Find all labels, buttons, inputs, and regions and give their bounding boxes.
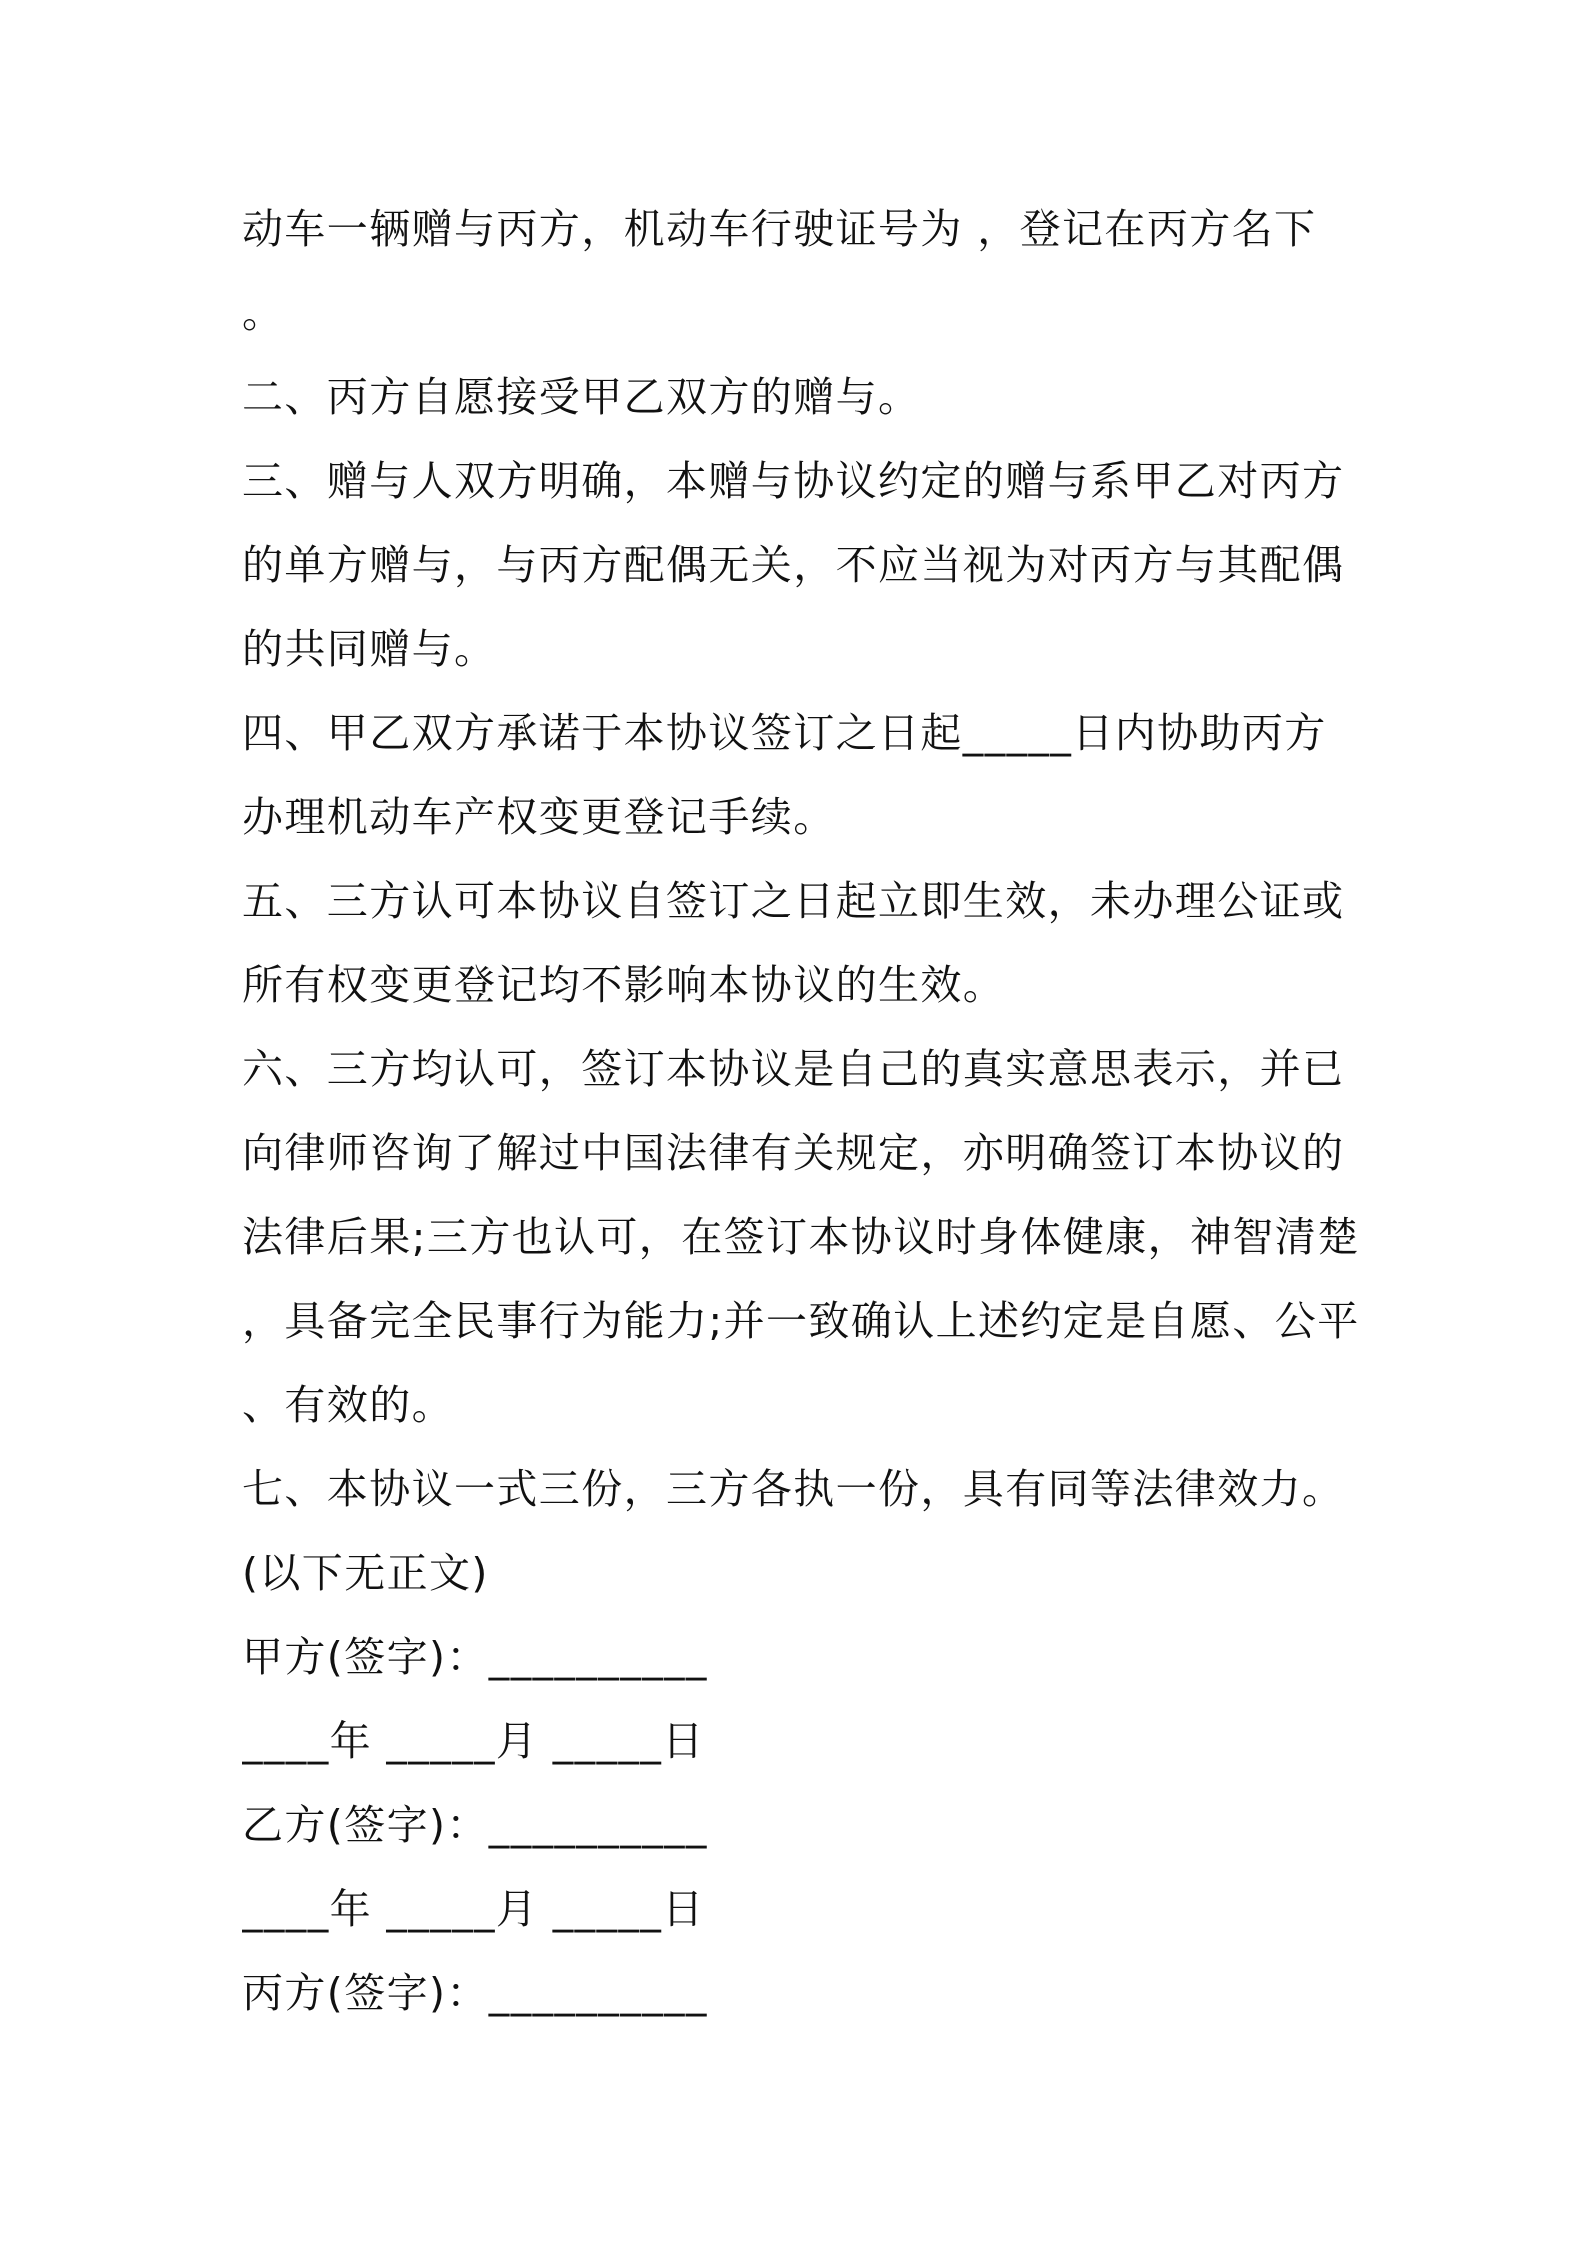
text-line-vehicle-gift: 动车一辆赠与丙方，机动车行驶证号为 ，登记在丙方名下 [242,205,1317,253]
clause-5-line-1: 五、三方认可本协议自签订之日起立即生效，未办理公证或 [242,877,1345,925]
clause-6-line-1: 六、三方均认可，签订本协议是自己的真实意思表示，并已 [242,1045,1345,1093]
clause-6-line-3: 法律后果;三方也认可，在签订本协议时身体健康，神智清楚 [242,1213,1360,1261]
clause-5-line-2: 所有权变更登记均不影响本协议的生效。 [242,961,1006,1009]
party-a-date: ____年 _____月 _____日 [242,1717,705,1765]
clause-7: 七、本协议一式三份，三方各执一份，具有同等法律效力。 [242,1465,1345,1513]
clause-3-line-2: 的单方赠与，与丙方配偶无关，不应当视为对丙方与其配偶 [242,541,1345,589]
clause-4-line-1: 四、甲乙双方承诺于本协议签订之日起_____日内协助丙方 [242,709,1327,757]
party-c-signature: 丙方(签字)：__________ [242,1969,708,2017]
clause-3-line-1: 三、赠与人双方明确，本赠与协议约定的赠与系甲乙对丙方 [242,457,1345,505]
party-a-signature: 甲方(签字)：__________ [242,1633,708,1681]
no-further-text-note: (以下无正文) [242,1549,489,1597]
clause-6-line-4: ，具备完全民事行为能力;并一致确认上述约定是自愿、公平 [242,1297,1360,1345]
party-b-signature: 乙方(签字)：__________ [242,1801,708,1849]
clause-6-line-2: 向律师咨询了解过中国法律有关规定，亦明确签订本协议的 [242,1129,1345,1177]
clause-4-line-2: 办理机动车产权变更登记手续。 [242,793,836,841]
clause-6-line-5: 、有效的。 [242,1381,454,1429]
clause-2: 二、丙方自愿接受甲乙双方的赠与。 [242,373,921,421]
text-line-period: 。 [242,289,285,337]
party-b-date: ____年 _____月 _____日 [242,1885,705,1933]
clause-3-line-3: 的共同赠与。 [242,625,497,673]
